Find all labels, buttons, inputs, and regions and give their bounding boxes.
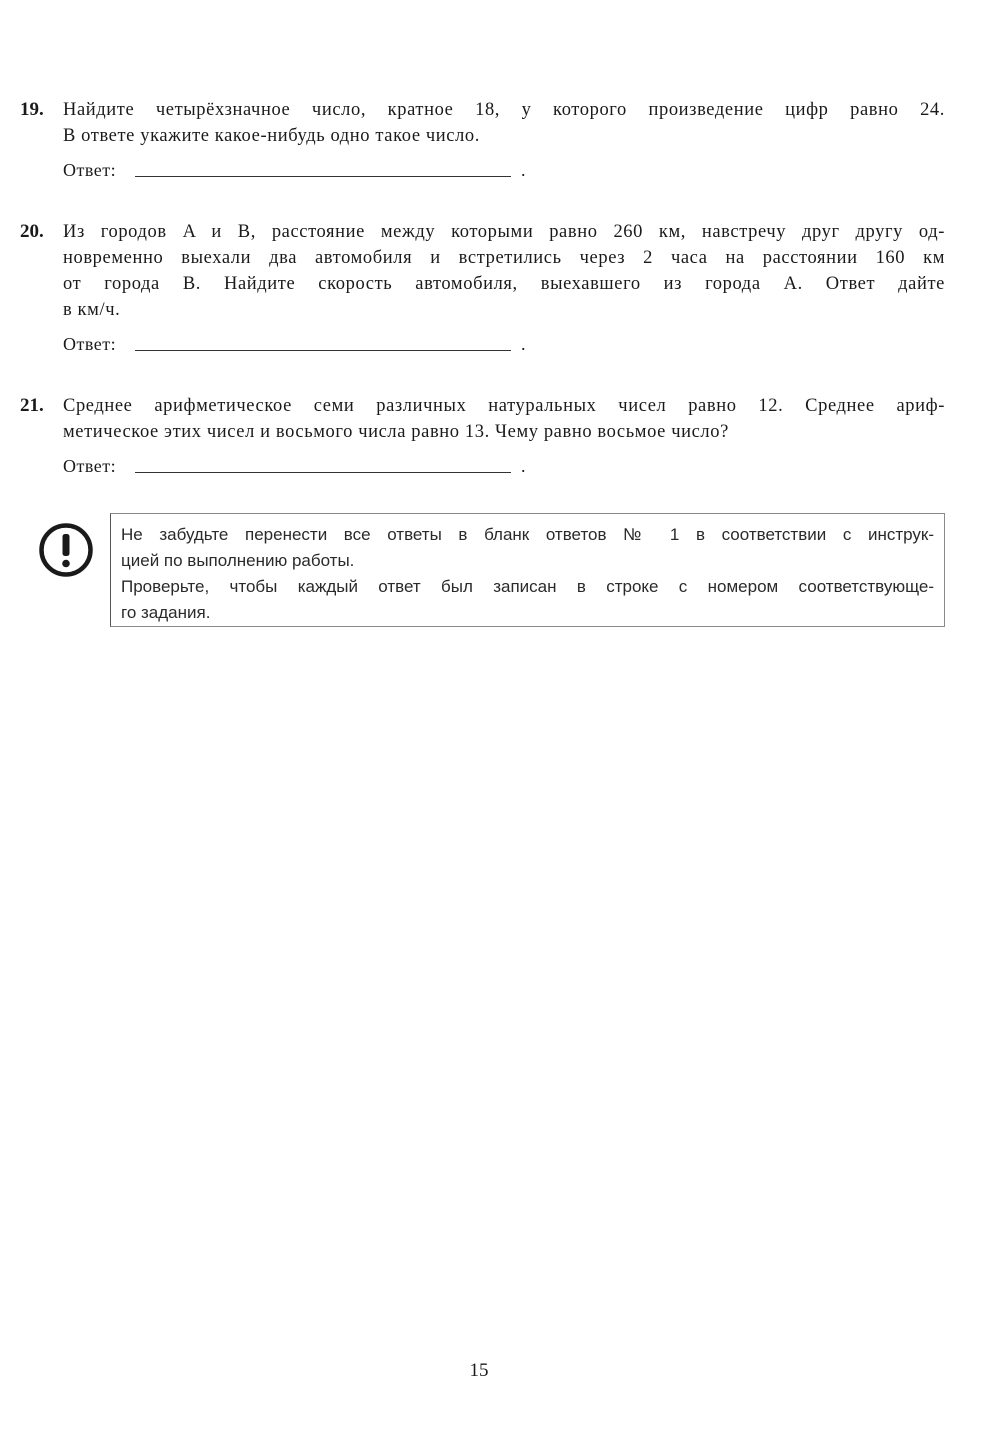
answer-field[interactable] (135, 334, 511, 351)
task-line: Найдите четырёхзначное число, кратное 18, у которого произведение цифр равно 24. (63, 100, 945, 120)
answer-period: . (521, 160, 526, 180)
answer-row-21 (63, 456, 526, 477)
note-line: Не забудьте перенести все ответы в бланк ответов № 1 в соответствии с инструк- (121, 525, 934, 544)
task-line: в км/ч. (63, 300, 121, 320)
task-line: Из городов A и B, расстояние между которыми равно 260 км, навстречу друг другу од- (63, 222, 945, 242)
task-text (63, 219, 945, 323)
reminder-note (110, 513, 945, 627)
answer-label: Ответ: (63, 160, 117, 180)
note-line: го задания. (121, 603, 211, 622)
answer-field[interactable] (135, 160, 511, 177)
task-text (63, 393, 945, 445)
task-number: 20. (20, 221, 44, 242)
task-line: от города B. Найдите скорость автомобиля, выехавшего из города A. Ответ дайте (63, 274, 945, 294)
task-text (63, 97, 945, 149)
task-21 (20, 393, 945, 445)
task-20 (20, 219, 945, 323)
answer-field[interactable] (135, 456, 511, 473)
answer-period: . (521, 456, 526, 476)
answer-label: Ответ: (63, 334, 117, 354)
page-number: 15 (469, 1360, 489, 1381)
exclamation-circle-icon (38, 522, 94, 578)
answer-label: Ответ: (63, 456, 117, 476)
answer-row-19 (63, 160, 526, 181)
task-line: В ответе укажите какое-нибудь одно такое число. (63, 126, 480, 146)
task-line: Среднее арифметическое семи различных натуральных чисел равно 12. Среднее ариф- (63, 396, 945, 416)
task-19 (20, 97, 945, 149)
task-number: 19. (20, 99, 44, 120)
answer-period: . (521, 334, 526, 354)
task-line: метическое этих чисел и восьмого числа равно 13. Чему равно восьмое число? (63, 422, 729, 442)
task-number: 21. (20, 395, 44, 416)
note-line: цией по выполнению работы. (121, 551, 355, 570)
note-line: Проверьте, чтобы каждый ответ был записан в строке с номером соответствующе- (121, 577, 934, 596)
answer-row-20 (63, 334, 526, 355)
task-line: новременно выехали два автомобиля и встретились через 2 часа на расстоянии 160 км (63, 248, 945, 268)
